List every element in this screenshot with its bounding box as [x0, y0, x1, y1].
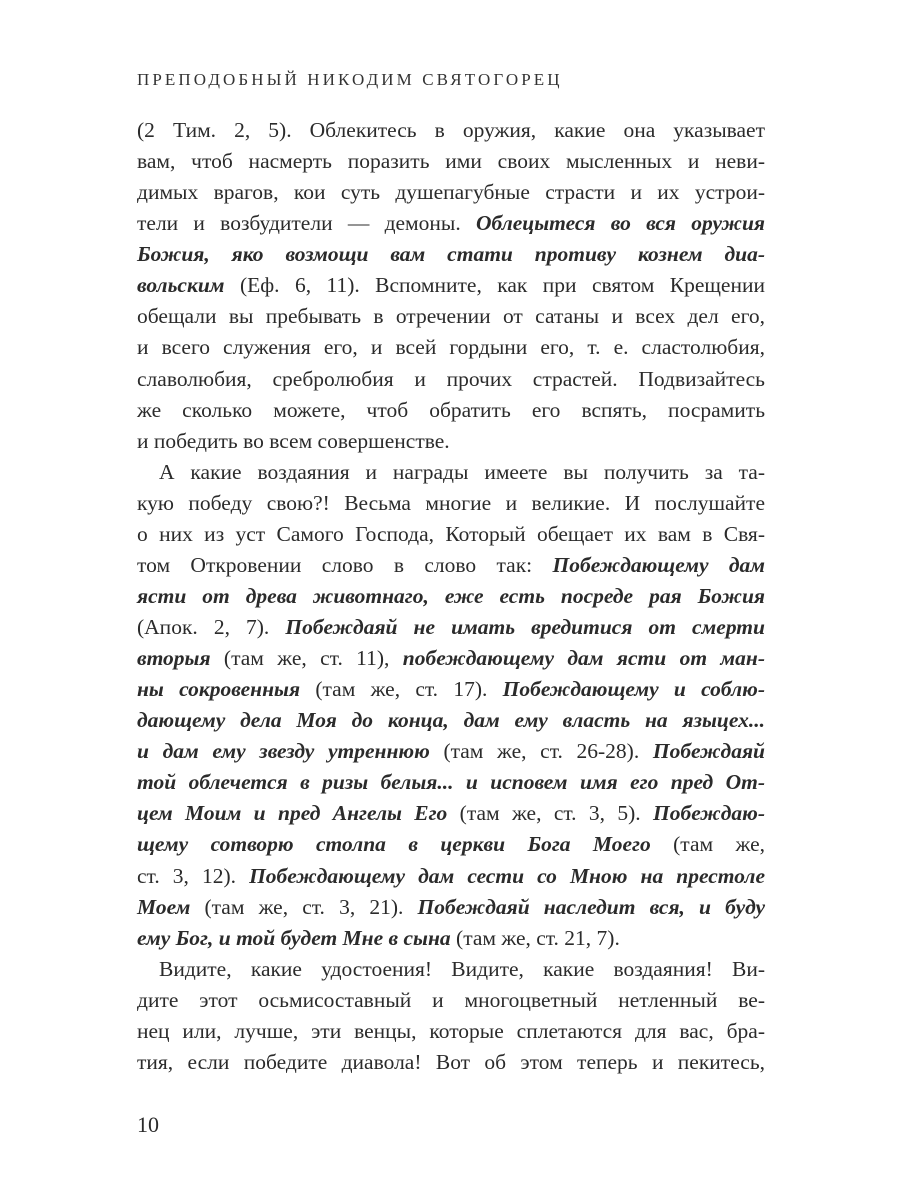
- text-run: (там же, ст. 26-28).: [429, 739, 653, 764]
- scripture-quote: побеждающему дам ясти от ман-: [402, 646, 765, 671]
- text-run: нец или, лучше, эти венцы, которые сплетаются для вас, бра-: [137, 1018, 765, 1043]
- page-number: 10: [137, 1112, 159, 1137]
- text-line: [137, 426, 765, 457]
- text-run: же сколько можете, чтоб обратить его вспять, посрамить: [137, 397, 765, 422]
- text-line: [137, 985, 765, 1016]
- text-run: ст. 3, 12).: [137, 863, 250, 888]
- text-line: [137, 395, 765, 426]
- body-text: [137, 115, 765, 1078]
- text-line: [137, 332, 765, 363]
- scripture-quote: ему Бог, и той будет Мне в сына: [137, 925, 451, 950]
- text-run: А какие воздаяния и награды имеете вы получить за та-: [159, 459, 765, 484]
- scripture-quote: Побеждающему и соблю-: [502, 677, 765, 702]
- text-line: [137, 146, 765, 177]
- text-run: обещали вы пребывать в отречении от сатаны и всех дел его,: [137, 304, 765, 329]
- text-run: (2 Тим. 2, 5). Облекитесь в оружия, какие она указывает: [137, 118, 765, 142]
- text-line: [137, 457, 765, 488]
- text-run: вам, чтоб насмерть поразить ими своих мысленных и неви-: [137, 149, 765, 174]
- text-run: (там же, ст. 21, 7).: [450, 925, 620, 950]
- scripture-quote: и дам ему звезду утреннюю: [137, 739, 430, 764]
- text-line: [137, 861, 765, 892]
- scripture-quote: вторыя: [137, 646, 211, 671]
- text-line: [137, 705, 765, 736]
- text-run: и всего служения его, и всей гордыни его, т. е. сластолюбия,: [137, 335, 765, 360]
- text-run: славолюбия, сребролюбия и прочих страстей. Подвизайтесь: [137, 366, 765, 391]
- text-line: [137, 364, 765, 395]
- scripture-quote: цем Моим и пред Ангелы Его: [137, 801, 448, 826]
- scripture-quote: ясти от древа животнаго, еже есть посреде рая Божия: [137, 583, 765, 608]
- text-run: (там же, ст. 3, 5).: [447, 801, 654, 826]
- scripture-quote: Моем: [137, 894, 191, 919]
- text-line: [137, 767, 765, 798]
- text-run: (Еф. 6, 11). Вспомните, как при святом Крещении: [224, 273, 765, 298]
- text-run: (там же, ст. 17).: [300, 677, 503, 702]
- text-run: том Откровении слово в слово так:: [137, 552, 553, 577]
- scripture-quote: Побеждаю-: [653, 801, 765, 826]
- scripture-quote: дающему дела Моя до конца, дам ему власть на языцех...: [137, 708, 765, 733]
- text-line: [137, 519, 765, 550]
- text-line: [137, 239, 765, 270]
- text-line: [137, 798, 765, 829]
- paragraph: [137, 115, 765, 457]
- scripture-quote: Облецытеся во вся оружия: [476, 211, 765, 236]
- text-line: [137, 612, 765, 643]
- scripture-quote: Побеждаяй наследит вся, и буду: [417, 894, 766, 919]
- scripture-quote: Побеждающему дам сести со Мною на престоле: [249, 863, 765, 888]
- scripture-quote: Побеждаяй не имать вредитися от смерти: [285, 615, 765, 639]
- text-run: (там же,: [650, 832, 765, 857]
- text-run: о них из уст Самого Господа, Который обещает их вам в Свя-: [137, 521, 765, 546]
- text-line: [137, 115, 765, 146]
- text-run: (там же, ст. 3, 21).: [190, 894, 418, 919]
- text-line: [137, 923, 765, 954]
- text-run: и победить во всем совершенстве.: [137, 428, 450, 453]
- text-line: [137, 301, 765, 332]
- text-line: [137, 581, 765, 612]
- scripture-quote: Побеждаяй: [652, 739, 765, 764]
- scripture-quote: Божия, яко возмощи вам стати противу кознем диа-: [137, 242, 765, 267]
- text-line: [137, 1016, 765, 1047]
- paragraph: [137, 457, 765, 954]
- text-line: [137, 674, 765, 705]
- text-line: [137, 736, 765, 767]
- text-line: [137, 829, 765, 860]
- text-run: димых врагов, кои суть душепагубные страсти и их устрои-: [137, 180, 765, 205]
- scripture-quote: щему сотворю столпа в церкви Бога Моего: [137, 832, 651, 857]
- scripture-quote: той облечется в ризы белыя... и исповем имя его пред От-: [137, 770, 765, 795]
- text-line: [137, 1047, 765, 1078]
- text-run: кую победу свою?! Весьма многие и великие. И послушайте: [137, 490, 765, 515]
- text-run: (там же, ст. 11),: [210, 646, 403, 671]
- text-line: [137, 954, 765, 985]
- scripture-quote: ны сокровенныя: [137, 677, 301, 702]
- text-line: [137, 892, 765, 923]
- text-line: [137, 550, 765, 581]
- paragraph: [137, 954, 765, 1078]
- text-line: [137, 270, 765, 301]
- text-run: (Апок. 2, 7).: [137, 615, 286, 639]
- scripture-quote: вольским: [137, 273, 225, 298]
- text-run: дите этот осьмисоставный и многоцветный нетленный ве-: [137, 987, 765, 1012]
- running-head: ПРЕПОДОБНЫЙ НИКОДИМ СВЯТОГОРЕЦ: [137, 70, 563, 89]
- text-line: [137, 643, 765, 674]
- scripture-quote: Побеждающему дам: [552, 552, 766, 577]
- text-run: Видите, какие удостоения! Видите, какие воздаяния! Ви-: [159, 956, 765, 981]
- text-line: [137, 488, 765, 519]
- text-run: тели и возбудители — демоны.: [137, 211, 476, 236]
- text-run: тия, если победите диавола! Вот об этом теперь и пекитесь,: [137, 1049, 765, 1074]
- text-line: [137, 177, 765, 208]
- text-line: [137, 208, 765, 239]
